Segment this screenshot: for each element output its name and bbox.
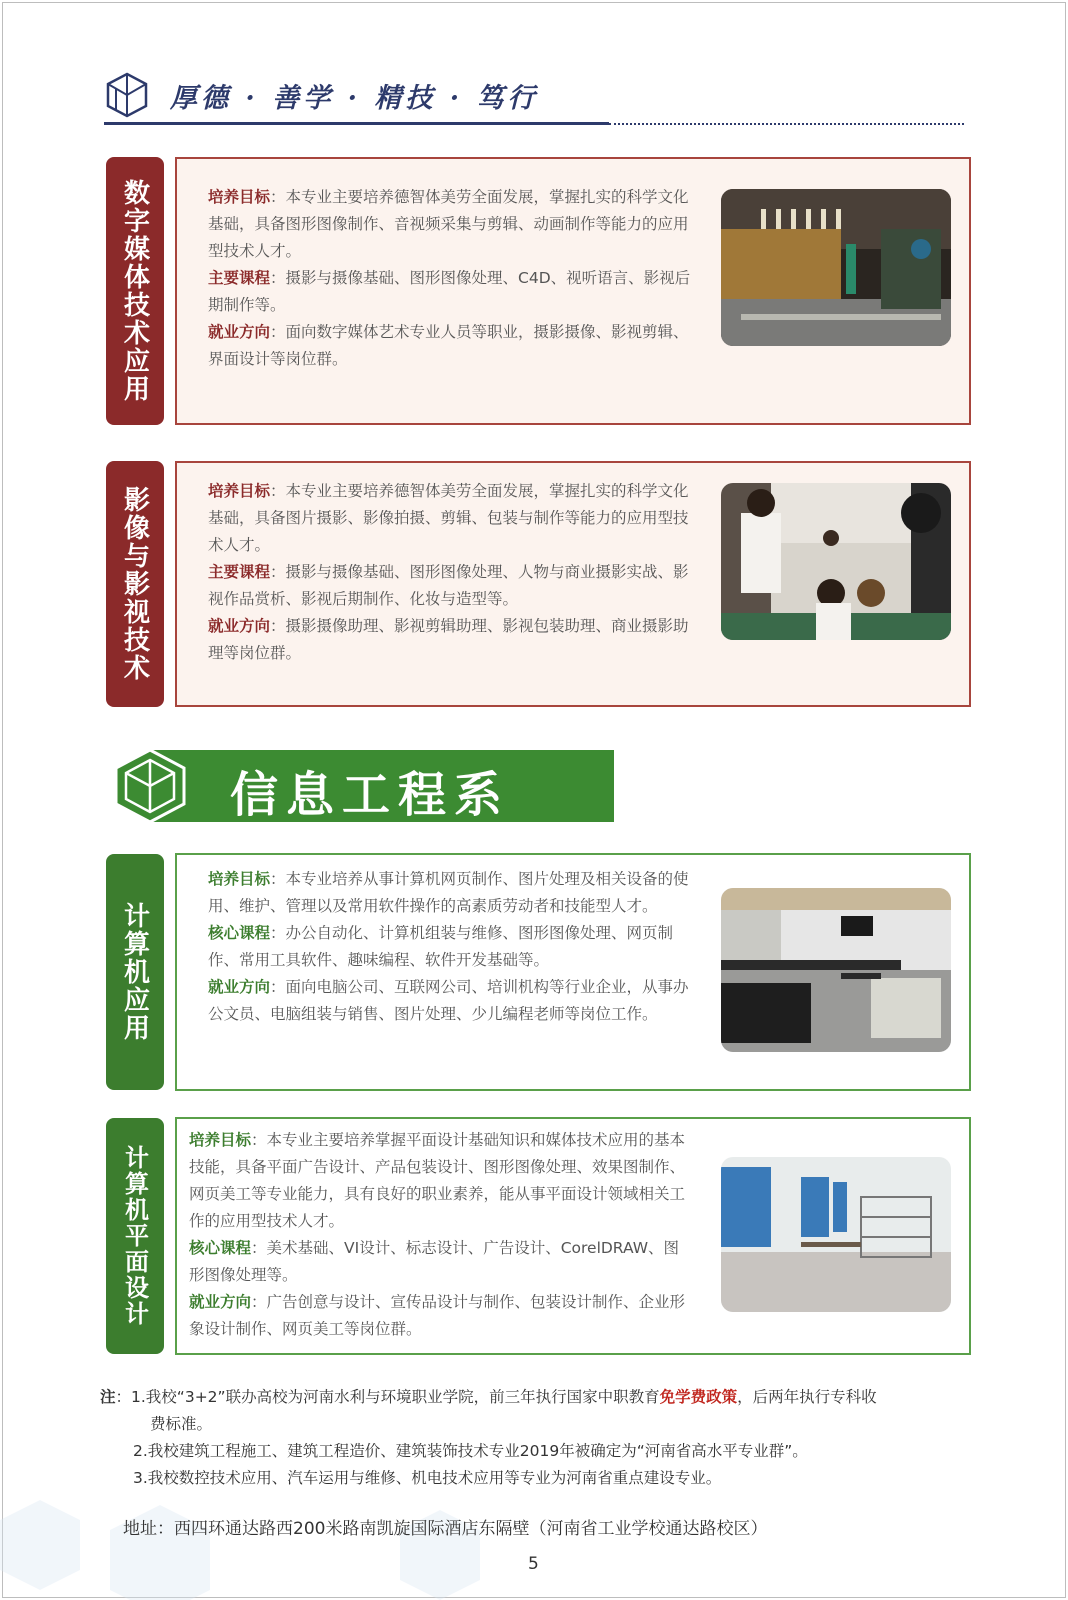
major-description bbox=[208, 866, 692, 1028]
major-card-imaging-film bbox=[175, 461, 971, 707]
note-3: 3.我校数控技术应用、汽车运用与维修、机电技术应用等专业为河南省重点建设专业。 bbox=[133, 1469, 722, 1487]
school-address: 地址：西四环通达路西200米路南凯旋国际酒店东隔壁（河南省工业学校通达路校区） bbox=[123, 1519, 768, 1539]
job-text: ：广告创意与设计、宣传品设计与制作、包装设计制作、企业形象设计制作、网页美工等岗位群。 bbox=[189, 1293, 686, 1338]
job-label: 就业方向 bbox=[208, 323, 271, 341]
photo-photography-studio bbox=[721, 483, 951, 640]
course-text: ：摄影与摄像基础、图形图像处理、C4D、视听语言、影视后期制作等。 bbox=[208, 269, 691, 314]
header-rule bbox=[104, 122, 609, 125]
goal-text: ：本专业主要培养德智体美劳全面发展，掌握扎实的科学文化基础，具备图形图像制作、音视频采集与剪辑、动画制作等能力的应用型技术人才。 bbox=[208, 188, 689, 260]
page-number: 5 bbox=[528, 1554, 539, 1574]
goal-text: ：本专业主要培养掌握平面设计基础知识和媒体技术应用的基本技能，具备平面广告设计、产品包装设计、图形图像处理、效果图制作、网页美工等专业能力，具有良好的职业素养，能从事平面设计领域相关工作的应用型技术人才。 bbox=[189, 1131, 686, 1230]
major-tag-imaging-film bbox=[106, 461, 164, 707]
major-tag-digital-media bbox=[106, 157, 164, 425]
photo-film-studio bbox=[721, 189, 951, 346]
job-label: 就业方向 bbox=[208, 978, 271, 996]
job-text: ：面向电脑公司、互联网公司、培训机构等行业企业，从事办公文员、电脑组装与销售、图片处理、少儿编程老师等岗位工作。 bbox=[208, 978, 689, 1023]
major-name: 数字媒体技术应用 bbox=[119, 179, 150, 403]
department-title: 信息工程系 bbox=[230, 767, 511, 823]
major-name: 计算机平面设计 bbox=[120, 1145, 149, 1327]
major-tag-computer-application bbox=[106, 854, 164, 1090]
job-text: ：摄影摄像助理、影视剪辑助理、影视包装助理、商业摄影助理等岗位群。 bbox=[208, 617, 689, 662]
course-text: ：办公自动化、计算机组装与维修、图形图像处理、网页制作、常用工具软件、趣味编程、软件开发基础等。 bbox=[208, 924, 674, 969]
photo-computer-lab bbox=[721, 888, 951, 1052]
major-tag-graphic-design bbox=[106, 1118, 164, 1354]
photo-design-classroom bbox=[721, 1157, 951, 1312]
goal-text: ：本专业培养从事计算机网页制作、图片处理及相关设备的使用、维护、管理以及常用软件操作的高素质劳动者和技能型人才。 bbox=[208, 870, 689, 915]
major-card-graphic-design bbox=[175, 1117, 971, 1355]
note-1-emphasis: 免学费政策 bbox=[659, 1388, 738, 1406]
header-rule-dotted bbox=[609, 123, 964, 125]
job-label: 就业方向 bbox=[208, 617, 271, 635]
major-description bbox=[189, 1127, 692, 1343]
goal-label: 培养目标 bbox=[208, 870, 271, 888]
note-2: 2.我校建筑工程施工、建筑工程造价、建筑装饰技术专业2019年被确定为“河南省高水平专业群”。 bbox=[133, 1442, 808, 1460]
job-label: 就业方向 bbox=[189, 1293, 252, 1311]
course-text: ：摄影与摄像基础、图形图像处理、人物与商业摄影实战、影视作品赏析、影视后期制作、化妆与造型等。 bbox=[208, 563, 689, 608]
major-description bbox=[208, 478, 692, 667]
major-card-digital-media bbox=[175, 157, 971, 425]
department-banner bbox=[112, 748, 614, 824]
school-motto: 厚德 · 善学 · 精技 · 笃行 bbox=[170, 83, 539, 114]
goal-label: 培养目标 bbox=[208, 188, 271, 206]
notes-prefix: 注 bbox=[100, 1388, 116, 1406]
job-text: ：面向数字媒体艺术专业人员等职业，摄影摄像、影视剪辑、界面设计等岗位群。 bbox=[208, 323, 689, 368]
page-header bbox=[104, 72, 964, 128]
major-name: 计算机应用 bbox=[119, 902, 150, 1042]
goal-label: 培养目标 bbox=[189, 1131, 252, 1149]
major-card-computer-application bbox=[175, 853, 971, 1091]
school-logo-icon bbox=[104, 72, 150, 118]
note-1-continuation: 费标准。 bbox=[150, 1415, 213, 1433]
course-text: ：美术基础、VI设计、标志设计、广告设计、CorelDRAW、图形图像处理等。 bbox=[189, 1239, 680, 1284]
note-1-text-end: ，后两年执行专科收 bbox=[737, 1388, 877, 1406]
major-name: 影像与影视技术 bbox=[119, 486, 150, 682]
goal-text: ：本专业主要培养德智体美劳全面发展，掌握扎实的科学文化基础，具备图片摄影、影像拍摄、剪辑、包装与制作等能力的应用型技术人才。 bbox=[208, 482, 689, 554]
department-hexagon-icon bbox=[112, 748, 188, 824]
note-1 bbox=[100, 1384, 980, 1411]
note-1-text: ：1.我校“3+2”联办高校为河南水利与环境职业学院，前三年执行国家中职教育 bbox=[115, 1388, 660, 1406]
course-label: 核心课程 bbox=[189, 1239, 252, 1257]
course-label: 主要课程 bbox=[208, 269, 271, 287]
goal-label: 培养目标 bbox=[208, 482, 271, 500]
course-label: 核心课程 bbox=[208, 924, 271, 942]
major-description bbox=[208, 184, 692, 373]
course-label: 主要课程 bbox=[208, 563, 271, 581]
